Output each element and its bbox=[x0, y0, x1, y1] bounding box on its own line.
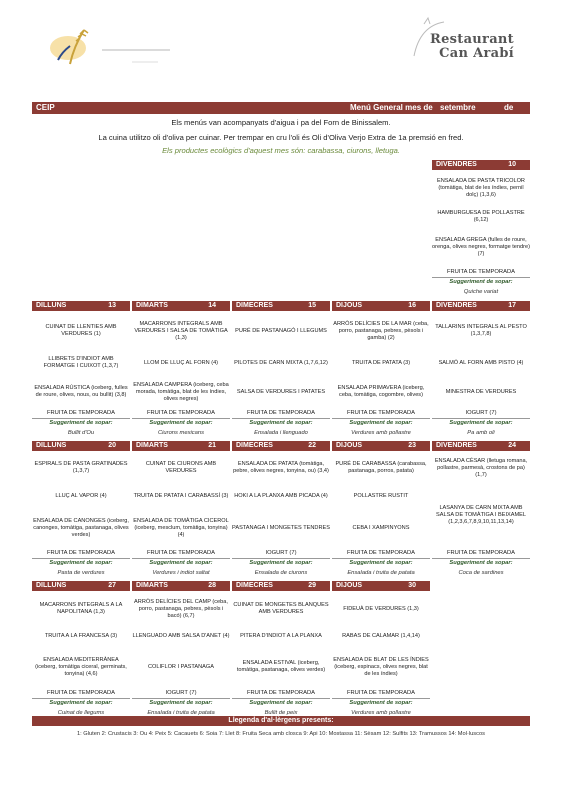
dinner-suggestion: Coca de sardines bbox=[458, 570, 504, 576]
dish-second bbox=[432, 349, 530, 377]
dish-text: PURÉ DE PASTANAGÓ I LLEGUMS bbox=[235, 327, 327, 334]
day-name: DIMARTS bbox=[136, 582, 168, 589]
dessert: FRUITA DE TEMPORADA bbox=[32, 689, 130, 699]
restaurant-name-line2: Can Arabí bbox=[439, 46, 514, 61]
dinner-suggestion: Verdures i indiot saltat bbox=[152, 570, 210, 576]
dessert: FRUITA DE TEMPORADA bbox=[432, 549, 530, 559]
day-header bbox=[232, 301, 330, 311]
day-date: 21 bbox=[208, 442, 216, 449]
dish-side bbox=[432, 230, 530, 264]
day-date: 27 bbox=[108, 582, 116, 589]
dish-second bbox=[32, 625, 130, 647]
dinner-suggestion: Verdures amb pollastre bbox=[351, 710, 411, 716]
dish-second bbox=[232, 625, 330, 647]
dish-second bbox=[332, 483, 430, 509]
day-name: DILLUNS bbox=[36, 302, 67, 309]
dish-text: ARRÒS DELÍCIES DE LA MAR (ceba, porro, pastanaga, pebres, pèsols i gamba) (2) bbox=[333, 320, 429, 341]
dish-text: ENSALADA CAMPERA (iceberg, ceba morada, tomàtiga, blat de les índies, olives negres) bbox=[133, 381, 229, 402]
dish-second bbox=[32, 483, 130, 509]
dish-first bbox=[232, 453, 330, 483]
dish-side bbox=[132, 377, 230, 407]
menu-year: de 2021 bbox=[504, 103, 522, 124]
dish-text: MINESTRA DE VERDURES bbox=[445, 388, 517, 395]
dish-text: HOKI A LA PLANXA AMB PICADA (4) bbox=[234, 492, 328, 499]
dish-first bbox=[132, 313, 230, 349]
day-header bbox=[432, 441, 530, 451]
dish-second bbox=[32, 349, 130, 377]
dish-first bbox=[32, 453, 130, 483]
menu-month: setembre bbox=[440, 103, 476, 112]
day-header bbox=[32, 581, 130, 591]
day-name: DIMECRES bbox=[236, 582, 273, 589]
dish-second bbox=[132, 625, 230, 647]
dinner-suggestion-label: Suggeriment de sopar: bbox=[249, 700, 313, 706]
intro-olive-oil: La cuina utilitzo oli d'oliva per cuinar. Per trempar en cru l'oli és Oli d'Oliva Verjo Extra de 1a premsió en fred. bbox=[98, 133, 464, 142]
day-name: DIVENDRES bbox=[436, 161, 477, 168]
dish-side bbox=[332, 509, 430, 547]
dinner-suggestion: Quiche variat bbox=[463, 289, 499, 295]
dish-text: SALMÓ AL FORN AMB PISTO (4) bbox=[438, 359, 524, 366]
day-header bbox=[332, 301, 430, 311]
dish-text: SALSA DE VERDURES I PATATES bbox=[236, 388, 326, 395]
dish-first bbox=[332, 593, 430, 625]
dinner-suggestion-label: Suggeriment de sopar: bbox=[349, 420, 413, 426]
dish-text: ESPIRALS DE PASTA GRATINADES (1,3,7) bbox=[34, 461, 128, 474]
dinner-suggestion: Ensalada i truita de patata bbox=[347, 570, 415, 576]
dish-text: ENSALADA DE PASTA TRICOLOR (tomàtiga, blat de les índies, pernil dolç) (1,3,6) bbox=[437, 177, 525, 198]
day-name: DIJOUS bbox=[336, 442, 363, 449]
dish-text: PURÉ DE CARABASSA (carabassa, pastanaga, porros, patata) bbox=[335, 461, 427, 474]
intro-organic: Els productes ecològics d'aquest mes són: carabassa, ciurons, lletuga. bbox=[162, 146, 400, 155]
day-name: DIMARTS bbox=[136, 302, 168, 309]
dinner-suggestion-label: Suggeriment de sopar: bbox=[449, 560, 513, 566]
dish-text: MACARRONS INTEGRALS A LA NAPOLITANA (1,3) bbox=[39, 602, 123, 615]
dessert: FRUITA DE TEMPORADA bbox=[432, 268, 530, 278]
allergen-legend-list: 1: Gluten 2: Crustacis 3: Ou 4: Peix 5: Cacauets 6: Soia 7: Llet 8: Fruita Seca amb closca 9: Api 10: Mostassa 11: Sèsam 12: Sulfits 13: Tramussos 14: Mol·luscos bbox=[76, 731, 485, 737]
dish-text: COLIFLOR I PASTANAGA bbox=[148, 663, 214, 670]
school-logo bbox=[40, 16, 190, 76]
day-name: DIMECRES bbox=[236, 302, 273, 309]
dish-text: PASTANAGA I MONGETES TENDRES bbox=[232, 524, 330, 531]
dish-text: POLLASTRE RUSTIT bbox=[353, 492, 409, 499]
dessert: FRUITA DE TEMPORADA bbox=[32, 549, 130, 559]
dish-text: CEBA I XAMPINYONS bbox=[352, 524, 410, 531]
dessert: FRUITA DE TEMPORADA bbox=[332, 409, 430, 419]
dish-side bbox=[432, 377, 530, 407]
day-date: 16 bbox=[408, 302, 416, 309]
dinner-suggestion-label: Suggeriment de sopar: bbox=[149, 420, 213, 426]
dish-text: CUINAT DE MONGETES BLANQUES AMB VERDURES bbox=[233, 602, 329, 615]
day-name: DILLUNS bbox=[36, 442, 67, 449]
day-header bbox=[432, 160, 530, 170]
dish-second bbox=[332, 625, 430, 647]
dish-side bbox=[32, 509, 130, 547]
day-name: DIJOUS bbox=[336, 302, 363, 309]
day-date: 20 bbox=[108, 442, 116, 449]
school-label: CEIP bbox=[36, 103, 55, 112]
dessert: IOGURT (7) bbox=[432, 409, 530, 419]
dish-text: FIDEUÀ DE VERDURES (1,3) bbox=[343, 605, 419, 612]
dish-text: LLUÇ AL VAPOR (4) bbox=[55, 492, 107, 499]
dinner-suggestion: Ensalada i llenguado bbox=[254, 430, 308, 436]
day-name: DIJOUS bbox=[336, 582, 363, 589]
day-date: 28 bbox=[208, 582, 216, 589]
day-date: 15 bbox=[308, 302, 316, 309]
wheat-logo-icon bbox=[40, 16, 190, 76]
dinner-suggestion-label: Suggeriment de sopar: bbox=[149, 700, 213, 706]
dish-first bbox=[32, 313, 130, 349]
dish-side bbox=[232, 509, 330, 547]
dish-text: ARRÒS DELÍCIES DEL CAMP (ceba, porro, pastanaga, pebres, pèsols i bacó) (6,7) bbox=[134, 598, 228, 619]
dinner-suggestion: Ciurons mexicans bbox=[157, 430, 205, 436]
dinner-suggestion-label: Suggeriment de sopar: bbox=[449, 279, 513, 285]
dinner-suggestion: Cuinat de llegums bbox=[57, 710, 105, 716]
dish-side bbox=[332, 647, 430, 687]
dish-second bbox=[232, 349, 330, 377]
dinner-suggestion-label: Suggeriment de sopar: bbox=[349, 700, 413, 706]
dinner-suggestion-label: Suggeriment de sopar: bbox=[49, 700, 113, 706]
dish-second bbox=[432, 204, 530, 230]
day-name: DIMECRES bbox=[236, 442, 273, 449]
day-date: 13 bbox=[108, 302, 116, 309]
dish-text: TRUITA A LA FRANCESA (3) bbox=[44, 632, 118, 639]
dessert: FRUITA DE TEMPORADA bbox=[232, 689, 330, 699]
allergen-legend-title: Llegenda d'al·lèrgens presents: bbox=[32, 716, 530, 726]
dinner-suggestion: Bullit d'Ou bbox=[67, 430, 95, 436]
restaurant-logo bbox=[400, 16, 520, 64]
dish-text: RABAS DE CALAMAR (1,4,14) bbox=[342, 632, 420, 639]
dinner-suggestion: Pa amb oli bbox=[467, 430, 495, 436]
dessert: FRUITA DE TEMPORADA bbox=[132, 409, 230, 419]
dinner-suggestion: Pasta de verdures bbox=[57, 570, 105, 576]
day-date: 10 bbox=[508, 161, 516, 168]
dessert: IOGURT (7) bbox=[132, 689, 230, 699]
dinner-suggestion: Ensalada de ciurons bbox=[254, 570, 308, 576]
dish-second bbox=[132, 349, 230, 377]
dish-text: ENSALADA MEDITERRÀNEA (iceberg, tomàtiga ciceral, germinats, tonyina) (4,6) bbox=[35, 656, 127, 677]
dinner-suggestion-label: Suggeriment de sopar: bbox=[149, 560, 213, 566]
day-name: DIVENDRES bbox=[436, 442, 477, 449]
day-header bbox=[232, 581, 330, 591]
dish-text: TRUITA DE PATATA I CARABASSÍ (3) bbox=[133, 492, 229, 499]
dish-first bbox=[132, 453, 230, 483]
day-header bbox=[132, 441, 230, 451]
day-date: 23 bbox=[408, 442, 416, 449]
dish-first bbox=[132, 593, 230, 625]
dish-text: PILOTES DE CARN MIXTA (1,7,6,12) bbox=[234, 359, 328, 366]
day-name: DIVENDRES bbox=[436, 302, 477, 309]
dinner-suggestion: Bullit de peix bbox=[264, 710, 298, 716]
dinner-suggestion-label: Suggeriment de sopar: bbox=[249, 420, 313, 426]
day-name: DIMARTS bbox=[136, 442, 168, 449]
dish-text: ENSALADA DE PATATA (tomàtiga, pebre, olives negres, tonyina, ou) (3,4) bbox=[233, 461, 329, 474]
dinner-suggestion-label: Suggeriment de sopar: bbox=[249, 560, 313, 566]
intro-bread-water: Els menús van acompanyats d'aigua i pa del Forn de Binissalem. bbox=[171, 118, 391, 127]
dinner-suggestion: Ensalada i truita de patata bbox=[147, 710, 215, 716]
day-header bbox=[132, 301, 230, 311]
dinner-suggestion-label: Suggeriment de sopar: bbox=[49, 560, 113, 566]
dessert: FRUITA DE TEMPORADA bbox=[332, 689, 430, 699]
dish-side bbox=[232, 647, 330, 687]
dish-text: LLENGUADO AMB SALSA D'ANET (4) bbox=[132, 632, 230, 639]
dish-first bbox=[232, 313, 330, 349]
dish-text: ENSALADA RÚSTICA (iceberg, fulles de roure, olives, nous, ou bullit) (3,8) bbox=[34, 385, 128, 398]
dish-text: ENSALADA DE TOMÀTIGA CICEROL (iceberg, mesclum, tomàtiga, tonyina) (4) bbox=[133, 517, 229, 538]
dish-text: ENSALADA DE BLAT DE LES ÍNDIES (iceberg, espinacs, olives negres, blat de les índies) bbox=[333, 656, 429, 677]
dish-text: MACARRONS INTEGRALS AMB VERDURES I SALSA DE TOMÀTIGA (1,3) bbox=[134, 320, 228, 341]
day-date: 30 bbox=[408, 582, 416, 589]
dish-second bbox=[232, 483, 330, 509]
dish-text: LLOM DE LLUÇ AL FORN (4) bbox=[143, 359, 219, 366]
day-date: 29 bbox=[308, 582, 316, 589]
day-header bbox=[32, 301, 130, 311]
dessert: FRUITA DE TEMPORADA bbox=[32, 409, 130, 419]
dish-second bbox=[332, 349, 430, 377]
day-header bbox=[132, 581, 230, 591]
dish-text: PITERA D'INDIOT A LA PLANXA bbox=[240, 632, 322, 639]
dish-text: HAMBURGUESA DE POLLASTRE (6,12) bbox=[437, 210, 525, 223]
dish-text: ENSALADA ESTIVAL (iceberg, tomàtiga, pastanaga, olives verdes) bbox=[236, 660, 326, 673]
dinner-suggestion-label: Suggeriment de sopar: bbox=[49, 420, 113, 426]
dinner-suggestion: Verdures amb pollastre bbox=[351, 430, 411, 436]
day-header bbox=[32, 441, 130, 451]
dish-text: ENSALADA PRIMAVERA (iceberg, ceba, tomàtiga, cogombre, olives) bbox=[337, 385, 425, 398]
dessert: IOGURT (7) bbox=[232, 549, 330, 559]
dish-side bbox=[332, 377, 430, 407]
dinner-suggestion-label: Suggeriment de sopar: bbox=[449, 420, 513, 426]
dish-text: ENSALADA CÈSAR (lletuga romana, pollastre, parmesà, crostons de pa) (1,7) bbox=[434, 457, 528, 478]
dish-text: CUINAT DE LLENTIES AMB VERDURES (1) bbox=[45, 324, 117, 337]
dish-text: LASANYA DE CARN MIXTA AMB SALSA DE TOMÀTIGA I BEIXAMEL (1,2,3,6,7,8,9,10,11,13,14) bbox=[436, 504, 526, 525]
dish-first bbox=[232, 593, 330, 625]
dish-second bbox=[132, 483, 230, 509]
dessert: FRUITA DE TEMPORADA bbox=[132, 549, 230, 559]
dish-first bbox=[432, 453, 530, 483]
dish-first bbox=[332, 313, 430, 349]
menu-title: Menú General mes de bbox=[350, 103, 433, 112]
day-date: 24 bbox=[508, 442, 516, 449]
dish-side bbox=[232, 377, 330, 407]
dish-side bbox=[32, 647, 130, 687]
day-header bbox=[232, 441, 330, 451]
dish-text: TRUITA DE PATATA (3) bbox=[351, 359, 411, 366]
dinner-suggestion-label: Suggeriment de sopar: bbox=[349, 560, 413, 566]
day-date: 14 bbox=[208, 302, 216, 309]
day-header bbox=[332, 441, 430, 451]
dish-text: ENSALADA DE CANONGES (iceberg, canonges, tomàtiga, pastanaga, olives verdes) bbox=[33, 517, 129, 538]
dish-first bbox=[332, 453, 430, 483]
day-date: 22 bbox=[308, 442, 316, 449]
dish-first bbox=[32, 593, 130, 625]
day-date: 17 bbox=[508, 302, 516, 309]
dish-text: ENSALADA GREGA (fulles de roure, orenga, olives negres, formatge tendre) (7) bbox=[432, 236, 530, 257]
dish-side bbox=[132, 509, 230, 547]
dessert: FRUITA DE TEMPORADA bbox=[332, 549, 430, 559]
day-header bbox=[432, 301, 530, 311]
dish-first bbox=[432, 313, 530, 349]
day-header bbox=[332, 581, 430, 591]
dish-text: TALLARINS INTEGRALS AL PESTO (1,3,7,8) bbox=[435, 324, 527, 337]
restaurant-name-line1: Restaurant bbox=[429, 32, 514, 47]
dish-side bbox=[32, 377, 130, 407]
day-name: DILLUNS bbox=[36, 582, 67, 589]
dish-first bbox=[432, 172, 530, 204]
dish-text: LLIBRETS D'INDIOT AMB FORMATGE I CUIXOT (1,3,7) bbox=[43, 356, 119, 369]
dish-side bbox=[432, 509, 530, 547]
dish-text: CUINAT DE CIURONS AMB VERDURES bbox=[145, 461, 217, 474]
dish-side bbox=[132, 647, 230, 687]
dessert: FRUITA DE TEMPORADA bbox=[232, 409, 330, 419]
